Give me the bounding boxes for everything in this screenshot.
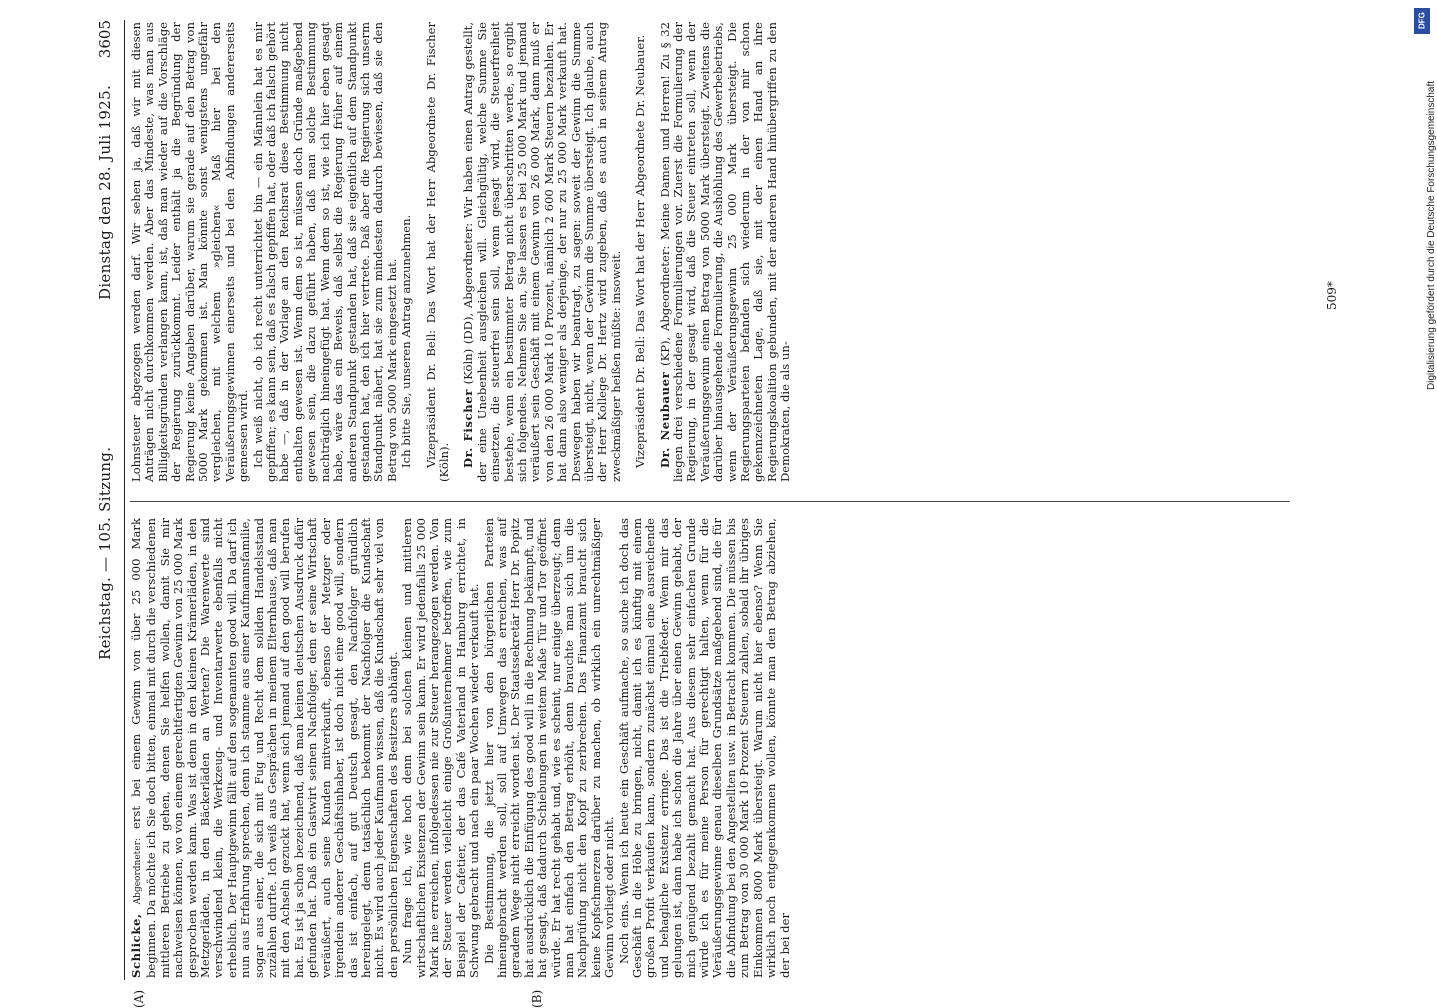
column-separator: [130, 501, 1290, 502]
left-para-1: [130, 518, 400, 978]
speaker-role: Abgeordneter:: [133, 838, 143, 905]
speaker-name: Schlicke,: [129, 913, 143, 978]
speaker-name: Dr. Neubauer: [657, 371, 672, 468]
margin-marker-a: (A): [132, 989, 146, 1008]
vp-text: Das Wort hat der Herr Abgeordnete Dr. Fischer (Köln).: [423, 22, 451, 482]
speech-neubauer: [659, 22, 793, 482]
digitization-note: [1412, 0, 1437, 1000]
speaker-role: (Köln) (DD), Abgeordneter:: [461, 222, 476, 385]
rotated-page: [90, 10, 1390, 1008]
left-para-3: Die Bestimmung, die jetzt hier von den bürgerlichen Parteien hineingebracht werden soll, soll auf Umwegen das erreichen, was auf geradem Wege nicht erreicht worden ist. Der Staatssekretär Herr Dr. Popitz hat ausdrücklich die Einfügung des good will in die Rechnung bekämpft, und hat gesagt, daß dadurch Schiebungen in weitem Maße Tür und Tor geöffnet würde. Er hat recht gehabt und, wie es scheint, nur einige überzeugt; denn man hat einfach den Betrag erhöht, denn brauchte man sich um die Nachprüfung nicht den Kopf zu zerbrechen. Das Finanzamt braucht sich keine Kopfschmerzen darüber zu machen, ob wirklich ein unrechtmäßiger Gewinn vorliegt oder nicht.: [481, 518, 617, 978]
right-para-3: Ich bitte Sie, unseren Antrag anzunehmen.: [399, 214, 414, 468]
vp-label: Vizepräsident Dr. Bell:: [423, 329, 438, 468]
paragraph-text: erst bei einem Gewinn von über 25 000 Mark beginnen. Da möchte ich Sie doch bitten, einmal mit durch die verschiedenen mittleren Betriebe zu gehen, denen Sie helfen wollen, damit Sie mir nachweisen können, wo von einem gerechtfertigten Gewinn von 25 000 Mark gesprochen werden kann. Was ist denn in den kleinen Krämerläden, in den Metzgerläden, in den Bäckerläden an Werten? Die Warenwerte sind verschwindend klein, die Werkzeug- und Inventarwerte ebenfalls nicht erheblich. Der Hauptgewinn fällt auf den sogenannten good will. Da darf ich nun aus Erfahrung sprechen, denn ich stamme aus einer Kaufmannsfamilie, sogar aus einer, die sich mit Fug und Recht dem soliden Handelsstand zuzählen durfte. Ich weiß aus Gesprächen in meinem Elternhause, daß man mit den Achseln gezuckt hat, wenn sich jemand auf den good will berufen hat. Es ist ja schon bezeichnend, daß man keinen deutschen Ausdruck dafür gefunden hat. Daß ein Gastwirt seinen Nachfolger, dem er seine Wirtschaft veräußert, auch seine Kunden mitverkauft, ebenso der Metzger oder irgendein anderer Geschäftsinhaber, ist doch nicht eine good will, sondern das ist einfach, auf gut Deutsch gesagt, den Nachfolger gründlich hereingelegt, denn tatsächlich bekommt der Nachfolger die Kundschaft nicht. Es wird auch jeder Kaufmann wissen, daß die Kundschaft sehr viel von den persönlichen Eigenschaften des Besitzers abhängt.: [129, 518, 400, 978]
page-number: 3605: [96, 20, 114, 59]
speaker-name: Dr. Fischer: [461, 389, 476, 468]
dfg-logo: DFG: [1414, 8, 1430, 34]
header-rule: [124, 20, 125, 980]
paragraph-text: Wir haben einen Antrag gestellt, der eine Unebenheit ausgleichen will. Gleichgültig, welche Summe Sie einsetzen, die steuerfrei sein soll, wenn gesagt wird, die Steuerfreiheit bestehe, wenn ein bestimmter Betrag nicht überschritten werde, so ergibt sich folgendes. Nehmen Sie an, Sie lassen es bei 25 000 Mark und jemand veräußert sein Geschäft mit einem Gewinn von 26 000 Mark, dann muß er von den 26 000 Mark 10 Prozent, nämlich 2 600 Mark Steuern bezahlen. Er hat dann also weniger als derjenige, der nur zu 25 000 Mark verkauft hat. Deswegen haben wir beantragt, zu sagen: soweit der Gewinn die Summe übersteigt, nicht, wenn der Gewinn die Summe übersteigt. Ich glaube, auch der Herr Kollege Dr. Hertz wird zugeben, daß es auch in seinem Antrag zweckmäßiger heißen müßte: insoweit.: [461, 21, 623, 482]
header-left: Reichstag. — 105. Sitzung.: [96, 446, 114, 660]
right-para-1: Lohnsteuer abgezogen werden darf. Wir sehen ja, daß wir mit diesen Anträgen nicht durchkommen werden. Aber das Mindeste, was man aus Billigkeitsgründen verlangen kann, ist, daß man wieder auf die Vorschläge der Regierung zurückkommt. Leider enthält ja die Begründung der Regierung keine Angaben darüber, warum sie gerade auf den Betrag von 5000 Mark gekommen ist. Man könnte sonst wenigstens ungefähr vergleichen, mit welchem »gleichen« Maß hier bei den Veräußerungsgewinnen einerseits und bei den Abfindungen andererseits gemessen wird.: [129, 22, 251, 482]
left-column: [130, 518, 1300, 978]
funding-note: Digitalisierung gefördert durch die Deutsche Forschungsgemeinschaft: [1426, 80, 1437, 390]
paragraph-text: Meine Damen und Herren! Zu § 32 liegen drei verschiedene Formulierungen vor. Zuerst die Formulierung der Regierung, in der gesagt wird, daß die Steuer eintreten soll, wenn der Veräußerungsgewinn einen Betrag von 5000 Mark übersteigt. Zweitens die darüber hinausgehende Formulierung, die Aushöhlung des Gewerbebetriebs, wenn der Veräußerungsgewinn 25 000 Mark übersteigt. Die Regierungsparteien befanden sich wiederum in der von mir schon gekennzeichneten Lage, daß sie, mit der einen Hand an ihre Regierungskoalition gebunden, mit der anderen Hand hinübergriffen zu den Demokraten, die als un-: [657, 22, 793, 482]
right-column: [130, 22, 1300, 482]
speech-fischer: [462, 22, 623, 482]
header-date: Dienstag den 28. Juli 1925.: [96, 84, 114, 300]
right-para-2: Ich weiß nicht, ob ich recht unterrichtet bin — ein Männlein hat es mir gepfiffen; es kann sein, daß es falsch gepfiffen hat, oder daß ich falsch gehört habe —, daß in der Vorlage an den Reichsrat diese Bestimmung nicht enthalten gewesen ist. Wenn dem so ist, müssen doch Gründe maßgebend gewesen sein, die dazu geführt haben, daß man solche Bestimmung nachträglich hineingefügt hat. Wenn dem so ist, wie ich hier eben gesagt habe, wäre das ein Beweis, daß selbst die Regierung früher auf einem anderen Standpunkt gestanden hat, daß sie eigentlich auf dem Standpunkt gestanden hat, den ich hier vertrete. Daß aber die Regierung sich unserm Standpunkt nähert, hat sie zum mindesten dadurch bewiesen, daß sie den Betrag von 5000 Mark eingesetzt hat.: [250, 22, 399, 482]
speaker-role: (KP), Abgeordneter:: [657, 245, 672, 366]
vp-label: Vizepräsident Dr. Bell:: [633, 335, 648, 468]
vp-text: Das Wort hat der Herr Abgeordnete Dr. Neubauer.: [633, 34, 648, 333]
left-para-4: Noch eins. Wenn ich heute ein Geschäft aufmache, so suche ich doch das Geschäft in die Höhe zu bringen, nicht, damit ich es künftig mit einem großen Profit verkaufen kann, sondern zunächst einmal eine ausreichende und behagliche Existenz erringe. Das ist die Triebfeder. Wenn mir das gelungen ist, dann habe ich schon die Jahre über einen Gewinn gehabt, der mich genügend bezahlt gemacht hat. Aus diesem sehr einfachen Grunde würde ich es für meine Person für gerechtigt halten, wenn für die Veräußerungsgewinne genau dieselben Grundsätze maßgebend sind, die für die Abfindung bei den Angestellten usw. in Betracht kommen. Die müssen bis zum Betrag von 30 000 Mark 10 Prozent Steuern zahlen, sobald ihr übriges Einkommen 8000 Mark übersteigt. Warum nicht hier ebenso? Wenn Sie wirklich noch entgegenkommen wollen, könnte man den Betrag abziehen, der bei der: [616, 518, 792, 978]
vp-statement-1: [425, 22, 452, 482]
left-para-2: Nun frage ich, wie hoch denn bei solchen kleinen und mittleren wirtschaftlichen Existenzen der Gewinn sein kann. Er wird jedenfalls 25 000 Mark nie erreichen, infolgedessen nie zur Steuer herangezogen werden. Von der Steuer werden vielleicht einige Großunternehmer betroffen, wie zum Beispiel der Cafetier, der das Café Vaterland in Hamburg errichtet, in Schwung gebracht und nach ein paar Wochen wieder verkauft hat.: [400, 518, 482, 978]
page-header: [90, 10, 120, 990]
margin-marker-b: (B): [530, 989, 544, 1008]
signature-mark: 509*: [1325, 281, 1339, 310]
vp-statement-2: [634, 22, 647, 482]
